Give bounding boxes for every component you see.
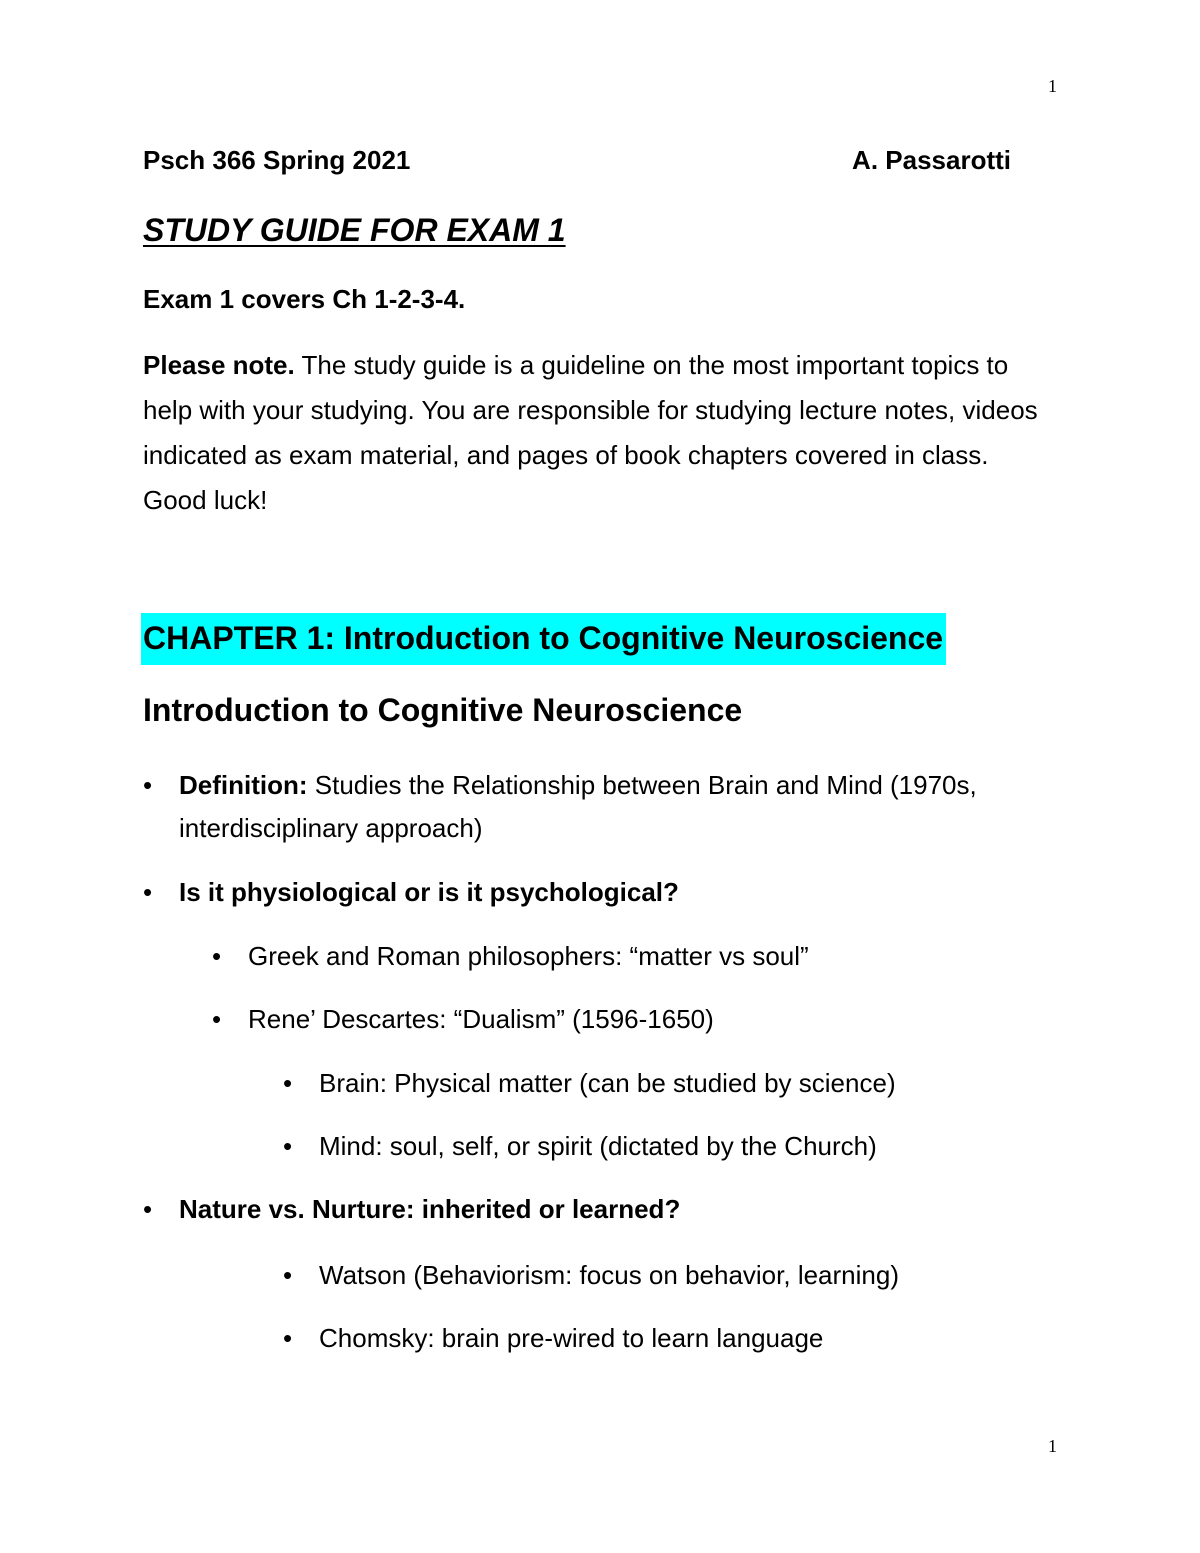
list-item-text: Studies the Relationship between Brain and Mind (1970s, interdisciplinary approach)	[179, 770, 977, 843]
list-item-label: Definition:	[179, 770, 308, 800]
bullet-marker: •	[212, 941, 222, 971]
list-item-text: Brain: Physical matter (can be studied by science)	[319, 1068, 896, 1098]
bullet-marker: •	[143, 877, 153, 907]
list-item	[212, 998, 1062, 1041]
list-item-label: Nature vs. Nurture: inherited or learned?	[179, 1194, 681, 1224]
page-number-bottom: 1	[1048, 1436, 1057, 1456]
note-lead: Please note.	[143, 350, 295, 380]
bullet-marker: •	[283, 1323, 293, 1353]
list-item	[283, 1125, 1063, 1168]
list-item	[143, 764, 1063, 850]
list-item-text: Greek and Roman philosophers: “matter vs soul”	[248, 941, 809, 971]
list-item-text: Mind: soul, self, or spirit (dictated by the Church)	[319, 1131, 877, 1161]
list-item	[283, 1254, 1063, 1297]
list-item	[143, 1188, 1063, 1231]
document-header	[143, 145, 1011, 176]
bullet-marker: •	[212, 1004, 222, 1034]
chapter-heading: CHAPTER 1: Introduction to Cognitive Neuroscience	[141, 613, 946, 665]
instructor-name: A. Passarotti	[852, 145, 1011, 175]
bullet-marker: •	[143, 1194, 153, 1224]
list-item	[283, 1062, 1063, 1105]
bullet-marker: •	[283, 1131, 293, 1161]
list-item	[212, 935, 1062, 978]
bullet-marker: •	[283, 1068, 293, 1098]
note-text: The study guide is a guideline on the most important topics to help with your studying. You are responsible for studying lecture notes, videos indicated as exam material, and pages of book chapters covered in class. Good luck!	[143, 350, 1038, 515]
study-note	[143, 343, 1043, 523]
list-item-text: Watson (Behaviorism: focus on behavior, learning)	[319, 1260, 899, 1290]
list-item-label: Is it physiological or is it psychological?	[179, 877, 679, 907]
exam-coverage: Exam 1 covers Ch 1-2-3-4.	[143, 284, 466, 314]
course-name: Psch 366 Spring 2021	[143, 145, 411, 175]
page-title: STUDY GUIDE FOR EXAM 1	[143, 212, 566, 248]
bullet-marker: •	[143, 770, 153, 800]
list-item	[283, 1317, 1063, 1360]
list-item-text: Chomsky: brain pre-wired to learn language	[319, 1323, 824, 1353]
list-item-text: Rene’ Descartes: “Dualism” (1596-1650)	[248, 1004, 714, 1034]
list-item	[143, 871, 1063, 914]
section-heading: Introduction to Cognitive Neuroscience	[143, 692, 743, 728]
bullet-marker: •	[283, 1260, 293, 1290]
page-number-top: 1	[1048, 76, 1057, 96]
